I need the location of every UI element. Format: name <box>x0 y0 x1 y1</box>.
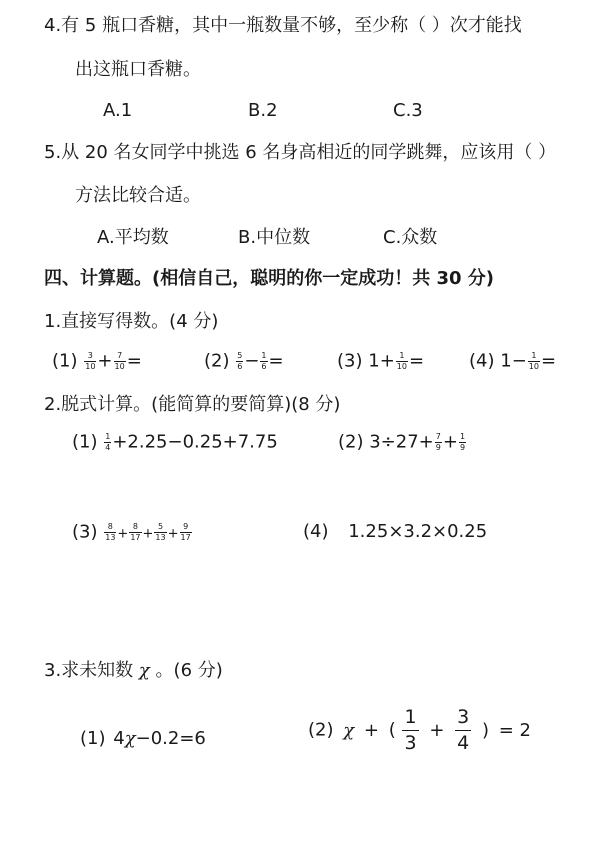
numerator: 8 <box>132 522 138 531</box>
part2-title: 2.脱式计算。(能简算的要简算)(8 分) <box>44 394 341 415</box>
operator: + <box>97 350 113 372</box>
item-label: (2) <box>308 719 334 741</box>
operator: + <box>379 350 395 372</box>
operator: + <box>363 719 379 741</box>
q4-option-c: C.3 <box>393 100 423 121</box>
numerator: 3 <box>87 351 93 360</box>
equals-sign: = <box>408 350 425 372</box>
denominator: 10 <box>396 362 407 371</box>
q5-option-a: A.平均数 <box>97 227 169 248</box>
denominator: 4 <box>457 732 470 754</box>
operator: + <box>142 526 154 542</box>
part2-item-4 <box>303 523 487 541</box>
part3-title-prefix: 3.求未知数 <box>44 660 139 681</box>
denominator: 4 <box>105 443 111 452</box>
part1-item-4 <box>469 352 556 371</box>
denominator: 13 <box>155 533 166 542</box>
item-label: (2) <box>204 350 230 372</box>
numerator: 3 <box>457 706 470 728</box>
part2-item-1 <box>72 433 278 452</box>
fraction <box>84 352 96 371</box>
denominator: 17 <box>130 533 141 542</box>
fraction <box>180 523 192 542</box>
part3-title-suffix: 。(6 分) <box>149 660 223 681</box>
result: = 2 <box>498 719 531 741</box>
q4-option-b: B.2 <box>248 100 278 121</box>
expression: +2.25−0.25+7.75 <box>112 431 278 453</box>
fraction <box>528 352 540 371</box>
part2-item-2 <box>338 433 467 452</box>
fraction <box>455 708 471 753</box>
whole-number: 1 <box>368 350 380 372</box>
fraction <box>435 433 442 452</box>
operator: − <box>244 350 260 372</box>
fraction-bar <box>455 730 471 731</box>
numerator: 1 <box>261 351 267 360</box>
numerator: 1 <box>404 706 417 728</box>
operator: + <box>117 526 129 542</box>
numerator: 1 <box>531 351 537 360</box>
operator: − <box>511 350 527 372</box>
fraction <box>104 433 111 452</box>
expression: 1.25×3.2×0.25 <box>348 521 488 542</box>
item-label: (1) <box>80 728 106 749</box>
q4-line1: 4.有 5 瓶口香糖，其中一瓶数量不够，至少称（ ）次才能找 <box>44 15 522 36</box>
denominator: 3 <box>404 732 417 754</box>
part3-item-1 <box>80 730 206 748</box>
fraction <box>236 352 243 371</box>
numerator: 1 <box>399 351 405 360</box>
part1-item-3 <box>337 352 424 371</box>
section-heading: 四、计算题。(相信自己，聪明的你一定成功！共 30 分) <box>44 268 495 289</box>
equals-sign: = <box>126 350 142 372</box>
denominator: 6 <box>261 362 267 371</box>
fraction <box>260 352 267 371</box>
fraction-bar <box>402 730 418 731</box>
item-label: (3) <box>337 350 363 372</box>
operator: + <box>442 431 458 453</box>
numerator: 8 <box>107 522 113 531</box>
part2-item-3 <box>72 523 193 542</box>
numerator: 5 <box>157 522 164 531</box>
fraction <box>459 433 466 452</box>
denominator: 9 <box>435 443 441 452</box>
equals-sign: = <box>540 350 557 372</box>
denominator: 10 <box>85 362 96 371</box>
fraction <box>104 523 116 542</box>
item-label: (2) <box>338 431 364 453</box>
fraction <box>129 523 141 542</box>
part1-item-1 <box>52 352 142 371</box>
q5-option-c: C.众数 <box>383 227 438 248</box>
operator: + <box>429 719 445 741</box>
numerator: 1 <box>105 432 111 441</box>
unknown-variable: χ <box>343 719 355 741</box>
fraction <box>396 352 408 371</box>
operator: + <box>167 526 179 542</box>
part3-title <box>44 662 223 680</box>
numerator: 7 <box>117 351 123 360</box>
item-label: (1) <box>52 350 78 372</box>
denominator: 10 <box>114 362 125 371</box>
denominator: 9 <box>459 443 466 452</box>
numerator: 1 <box>459 432 466 441</box>
equals-sign: = <box>268 350 284 372</box>
denominator: 17 <box>180 533 191 542</box>
q5-line1: 5.从 20 名女同学中挑选 6 名身高相近的同学跳舞，应该用（ ） <box>44 142 557 163</box>
fraction <box>402 708 418 753</box>
part1-title: 1.直接写得数。(4 分) <box>44 311 219 332</box>
item-label: (3) <box>72 521 98 543</box>
item-label: (1) <box>72 431 98 453</box>
right-paren: ) <box>481 719 489 741</box>
denominator: 10 <box>528 362 539 371</box>
numerator: 5 <box>237 351 243 360</box>
coefficient: 4 <box>113 728 125 749</box>
left-paren: ( <box>388 719 396 741</box>
unknown-variable: χ <box>124 728 136 749</box>
denominator: 13 <box>105 533 116 542</box>
expression: 3÷27+ <box>369 431 434 453</box>
q4-line2: 出这瓶口香糖。 <box>75 59 201 80</box>
q5-line2: 方法比较合适。 <box>75 185 201 206</box>
fraction <box>154 523 166 542</box>
item-label: (4) <box>469 350 495 372</box>
fraction <box>114 352 126 371</box>
q5-option-b: B.中位数 <box>238 227 311 248</box>
q4-option-a: A.1 <box>103 100 133 121</box>
numerator: 7 <box>435 432 441 441</box>
numerator: 9 <box>183 522 189 531</box>
expression: −0.2=6 <box>135 728 206 749</box>
unknown-variable: χ <box>138 660 150 681</box>
part3-item-2 <box>308 708 531 753</box>
part1-item-2 <box>204 352 284 371</box>
denominator: 6 <box>237 362 243 371</box>
whole-number: 1 <box>500 350 512 372</box>
item-label: (4) <box>303 521 329 542</box>
